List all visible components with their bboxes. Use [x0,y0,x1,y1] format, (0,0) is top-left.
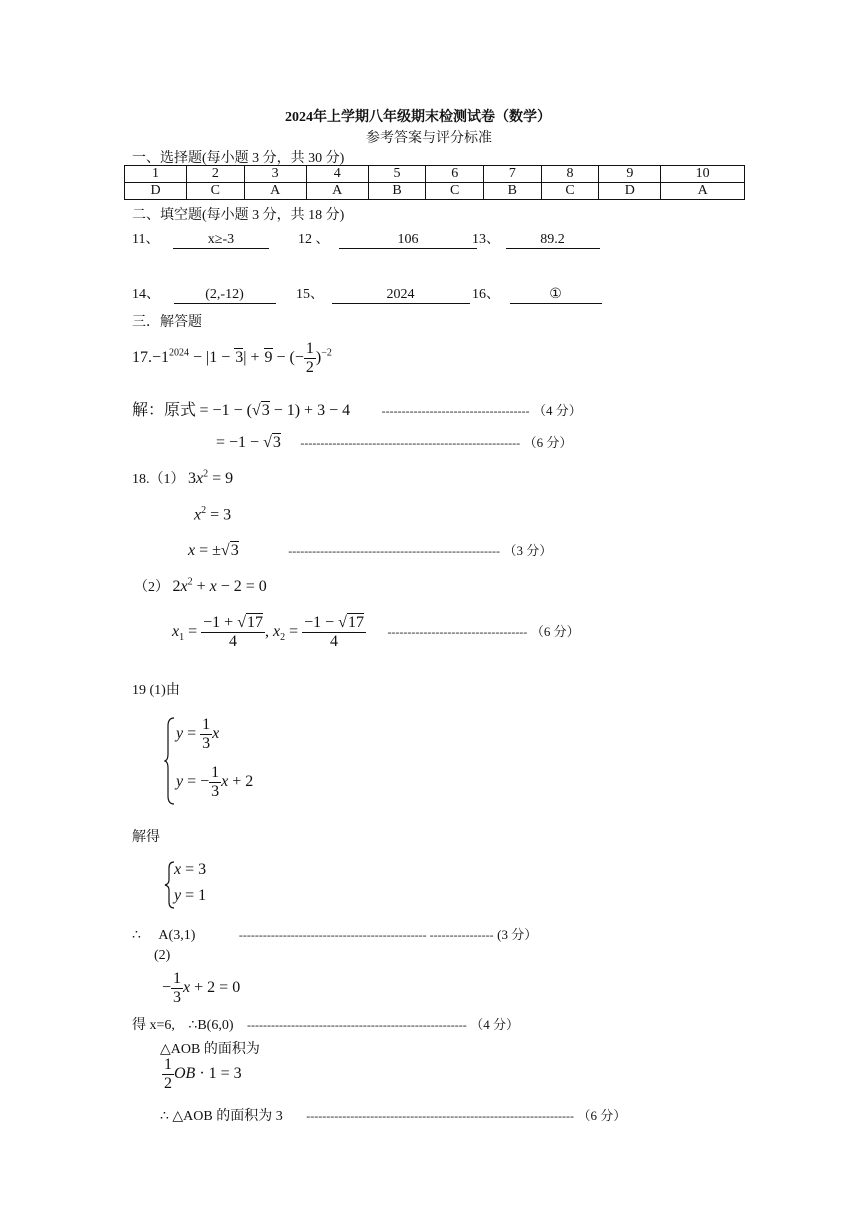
q18-step-x-squared: $x^2 = 3$ [194,505,232,524]
table-cell: 8 [541,166,599,183]
answer-blank: 106 [339,232,477,249]
table-cell: 9 [599,166,661,183]
q18-part1-equation: 18.（1） $3x^2 = 9$ [132,468,234,487]
solution-prefix: 解：原式 [132,402,197,419]
score-mark: (3 分） [497,927,538,942]
table-row-numbers [125,166,745,183]
dash-leader: ------------------------------------------------------------------- [306,1109,574,1123]
q18-step-x: x = ±√3 ----------------------------------------------------- （3 分） [188,542,553,559]
section-heading-choice: 一、选择题(每小题 3 分，共 30 分) [132,151,345,166]
table-cell: 7 [484,166,542,183]
choice-answer-table [124,165,745,200]
part-label: （2） [134,580,169,595]
q18-part2-roots: $x_1$ = $\frac{-1 + √17}{4}$ , $x_2$ = $\frac{-1 - √17}{4}$ ----------------------------------- （6 分） [172,614,580,650]
q17-expression: $17.-1^{2024} - |1 - 3| + 9$ − (− $\frac{1}{2}$ )$^{-2}$ [132,340,332,376]
page-subtitle: 参考答案与评分标准 [366,131,492,146]
table-cell: C [541,183,599,200]
q19-intro: 19 (1)由 [132,683,180,698]
table-cell: B [368,183,426,200]
fill-q13 [472,228,600,249]
dash-leader: ------------------------------------------------------- [246,1018,467,1032]
question-label: 11、 [132,232,160,247]
score-mark: （6 分） [530,624,580,640]
answer-blank: 89.2 [506,232,600,249]
answer-blank: ① [510,287,602,304]
table-cell: 5 [368,166,426,183]
conclusion-text: ∴ △AOB 的面积为 3 [160,1109,283,1124]
score-mark: （6 分） [523,435,573,450]
q19-area-equation: $\frac{1}{2}$ OB · 1 = 3 [164,1056,242,1092]
q17-step1: 解：原式 = −1 − (√3 − 1) + 3 − 4 ------------------------------------- （4 分） [132,402,582,419]
table-cell: 3 [244,166,306,183]
table-cell: 6 [426,166,484,183]
score-mark: （3 分） [503,543,553,558]
dash-leader: ----------------------------------------------- ---------------- [238,928,494,942]
table-cell: C [426,183,484,200]
section-heading-fill: 二、填空题(每小题 3 分，共 18 分) [132,208,345,223]
q19-area-label: △AOB 的面积为 [160,1042,260,1057]
q19-point-b-line [132,1014,519,1034]
point-b: ∴B(6,0) [188,1018,234,1033]
table-cell: D [125,183,187,200]
table-cell: 2 [187,166,245,183]
table-cell: A [306,183,368,200]
table-cell: 4 [306,166,368,183]
fill-q11 [132,228,269,249]
question-label: 18. [132,472,150,487]
q17-step2: = −1 − √3 ------------------------------------------------------- （6 分） [216,434,573,451]
page-title: 2024年上学期八年级期末检测试卷（数学） [285,110,551,125]
table-cell: 1 [125,166,187,183]
score-mark: （4 分） [532,403,582,418]
part-label: （1） [149,472,185,487]
q19-part2-equation: − $\frac{1}{3}$ x + 2 = 0 [162,970,241,1006]
question-label: 13、 [472,232,500,247]
therefore-symbol: ∴ [132,928,141,943]
question-label: 12 、 [298,232,330,247]
table-row-answers [125,183,745,200]
table-cell: D [599,183,661,200]
table-cell: A [661,183,745,200]
answer-blank: x≥-3 [173,232,269,249]
score-mark: （4 分） [470,1017,520,1032]
answer-blank: 2024 [332,287,470,304]
section-heading-solve: 三．解答题 [132,315,202,330]
table-cell: C [187,183,245,200]
q19-solve-label: 解得 [132,830,160,845]
dash-leader: ------------------------------------------------------- [300,436,521,450]
question-label: 15、 [296,287,324,302]
brace-icon [164,716,176,806]
result-text: 得 x=6, [132,1018,175,1033]
fill-q15 [296,283,470,304]
fill-q14 [132,283,276,304]
q19-point-a-line [132,924,537,944]
dash-leader: ----------------------------------------------------- [288,544,500,558]
q18-part2-equation: （2） $2x^2 + x - 2 = 0$ [134,576,267,595]
score-mark: （6 分） [577,1108,627,1123]
answer-blank: (2,-12) [174,287,276,304]
q19-part2-label: (2) [154,948,171,963]
point-a: A(3,1) [158,928,196,943]
question-label: 16、 [472,287,500,302]
table-cell: B [484,183,542,200]
dash-leader: ----------------------------------- [387,625,528,640]
question-label: 14、 [132,287,160,302]
dash-leader: ------------------------------------- [381,404,530,418]
q19-conclusion-line [160,1105,626,1125]
fill-q16 [472,283,602,304]
question-label: 17. [132,349,152,367]
fill-q12 [298,228,477,249]
table-cell: A [244,183,306,200]
table-cell: 10 [661,166,745,183]
